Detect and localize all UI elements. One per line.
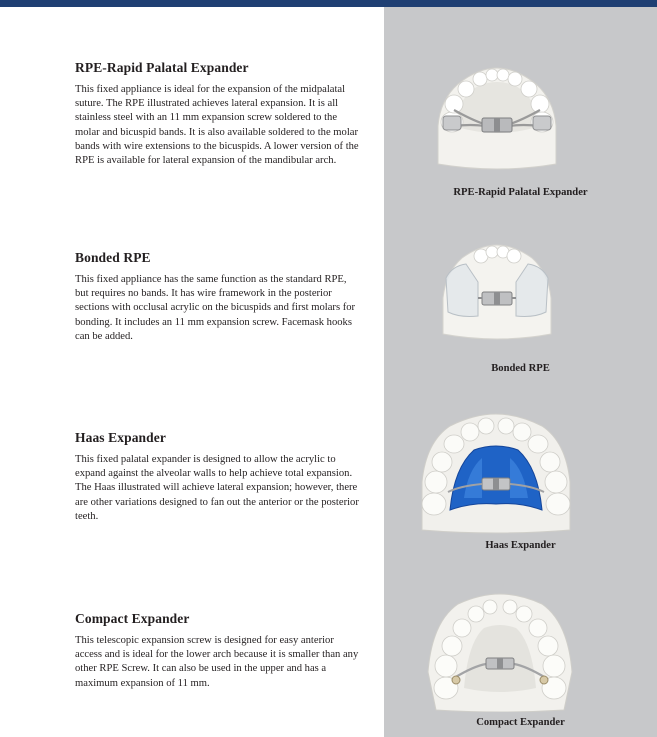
product-compact [75, 611, 360, 691]
product-description: This telescopic expansion screw is designed for easy anterior access and is ideal for the lower arch because it is smaller than any other RPE Screw. It can also be used in the upper and has a maximum expansion of 11 mm. [75, 635, 359, 689]
product-title: Compact Expander [75, 611, 190, 626]
product-title: Haas Expander [75, 430, 166, 445]
product-title: RPE-Rapid Palatal Expander [75, 60, 249, 75]
product-description: This fixed palatal expander is designed to allow the acrylic to expand against the alveolar walls to help achieve total expansion. The Haas illustrated will achieve lateral expansion; however, there are other variations designed to fan out the anterior or the posterior teeth. [75, 454, 359, 522]
haas-expander-image [420, 412, 572, 534]
compact-expander-image [424, 592, 576, 712]
rpe-expander-image [432, 64, 562, 176]
product-description: This fixed appliance is ideal for the expansion of the midpalatal suture. The RPE illustrated achieves lateral expansion. It is all stainless steel with an 11 mm expansion screw soldered to the molar and bicuspid bands. It is also available soldered to the molar bands with wire extensions to the bicuspids. A lower version of the RPE is available for lateral expansion of the mandibular arch. [75, 84, 359, 167]
product-rpe [75, 60, 360, 168]
caption-haas: Haas Expander [485, 540, 556, 551]
product-description: This fixed appliance has the same function as the standard RPE, but requires no bands. It has wire framework in the posterior sections with occlusal acrylic on the bicuspids and first molars for bonding. It includes an 11 mm expansion screw. Facemask hooks can be added. [75, 274, 356, 342]
caption-bonded-rpe: Bonded RPE [491, 363, 550, 374]
caption-rpe: RPE-Rapid Palatal Expander [453, 187, 588, 198]
product-haas [75, 430, 360, 524]
bonded-rpe-image [438, 242, 556, 344]
product-bonded-rpe [75, 250, 360, 344]
product-title: Bonded RPE [75, 250, 151, 265]
caption-compact: Compact Expander [476, 717, 565, 728]
top-header-bar [0, 0, 657, 7]
